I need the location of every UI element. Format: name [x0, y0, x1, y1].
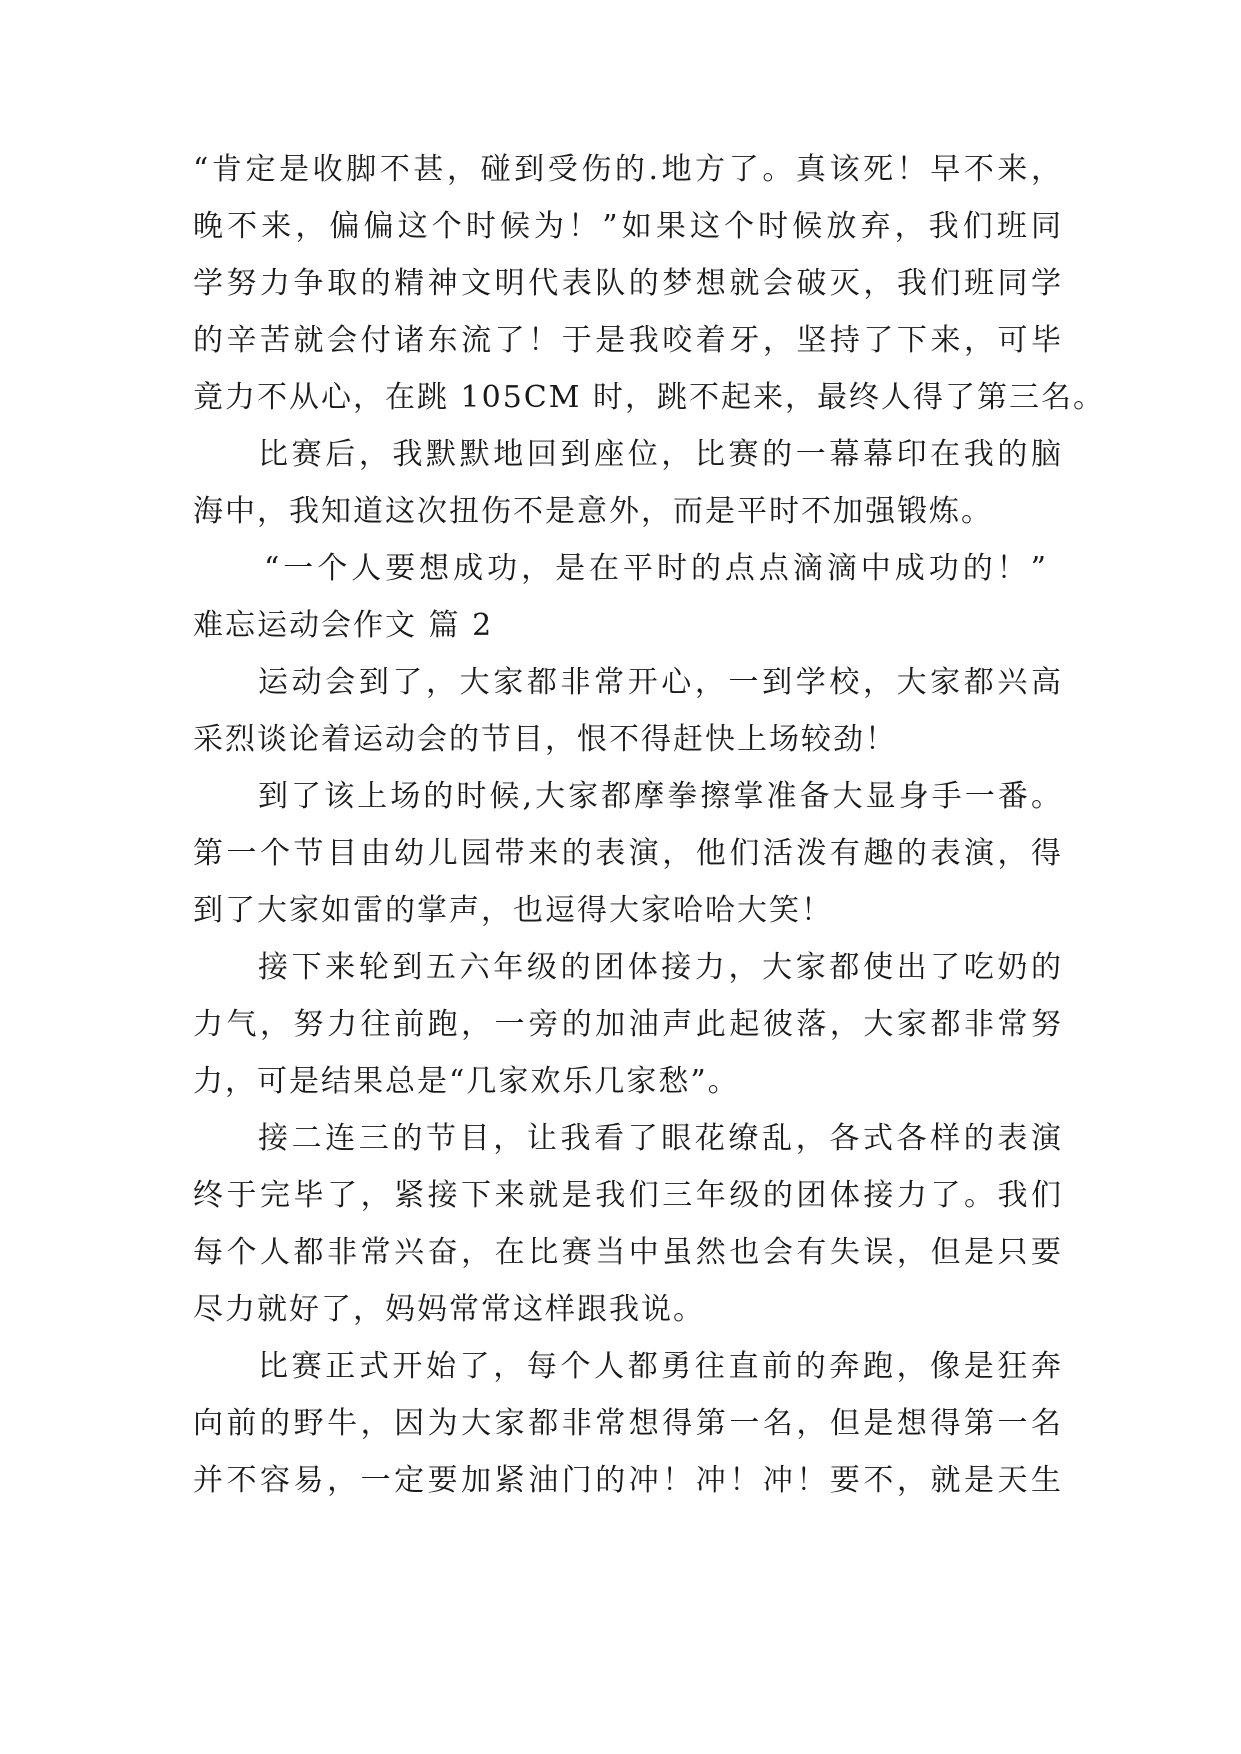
text-line: 第一个节目由幼儿园带来的表演，他们活泼有趣的表演，得 [193, 836, 1063, 871]
text-line: 向前的野牛，因为大家都非常想得第一名，但是想得第一名 [193, 1406, 1063, 1441]
section-heading: 难忘运动会作文 篇 2 [193, 608, 494, 643]
text-line: 终于完毕了，紧接下来就是我们三年级的团体接力了。我们 [193, 1178, 1063, 1213]
text-line: 到了大家如雷的掌声，也逗得大家哈哈大笑！ [193, 893, 833, 928]
text-line: 学努力争取的精神文明代表队的梦想就会破灭，我们班同学 [193, 266, 1063, 301]
text-line: 竟力不从心，在跳 105CM 时，跳不起来，最终人得了第三名。 [193, 380, 1106, 415]
text-line: 每个人都非常兴奋，在比赛当中虽然也会有失误，但是只要 [193, 1235, 1063, 1270]
text-line: 的辛苦就会付诸东流了！于是我咬着牙，坚持了下来，可毕 [193, 323, 1063, 358]
text-line: 并不容易，一定要加紧油门的冲！冲！冲！要不，就是天生 [193, 1463, 1063, 1498]
paragraph-first-line: 接二连三的节目，让我看了眼花缭乱，各式各样的表演 [258, 1121, 1063, 1156]
text-line: “肯定是收脚不甚，碰到受伤的.地方了。真该死！早不来， [193, 152, 1063, 187]
text-line: 力，可是结果总是“几家欢乐几家愁”。 [193, 1064, 740, 1099]
paragraph-first-line: 接下来轮到五六年级的团体接力，大家都使出了吃奶的 [258, 950, 1063, 985]
quote-line: “一个人要想成功，是在平时的点点滴滴中成功的！” [264, 551, 1048, 586]
text-line: 海中，我知道这次扭伤不是意外，而是平时不加强锻炼。 [193, 494, 993, 529]
paragraph-first-line: 比赛后，我默默地回到座位，比赛的一幕幕印在我的脑 [258, 437, 1063, 472]
paragraph-first-line: 到了该上场的时候,大家都摩拳擦掌准备大显身手一番。 [258, 779, 1063, 814]
text-line: 尽力就好了，妈妈常常这样跟我说。 [193, 1292, 705, 1327]
text-line: 晚不来，偏偏这个时候为！”如果这个时候放弃，我们班同 [193, 209, 1063, 244]
text-line: 采烈谈论着运动会的节目，恨不得赶快上场较劲！ [193, 722, 897, 757]
text-line: 力气，努力往前跑，一旁的加油声此起彼落，大家都非常努 [193, 1007, 1063, 1042]
paragraph-first-line: 运动会到了，大家都非常开心，一到学校，大家都兴高 [258, 665, 1063, 700]
paragraph-first-line: 比赛正式开始了，每个人都勇往直前的奔跑，像是狂奔 [258, 1349, 1063, 1384]
